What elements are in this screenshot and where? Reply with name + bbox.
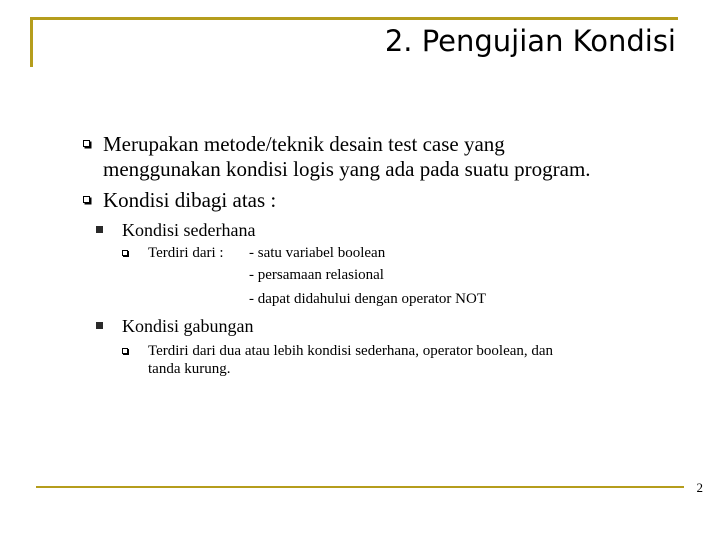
filled-square-icon [96, 322, 103, 329]
filled-square-icon [96, 226, 103, 233]
hollow-square-icon [83, 196, 90, 203]
sub1-option-1: - satu variabel boolean [249, 245, 386, 261]
slide-title: 2. Pengujian Kondisi [384, 24, 676, 58]
sub1-label: Kondisi sederhana [122, 220, 256, 240]
hollow-square-icon [83, 140, 90, 147]
title-frame-left-line [30, 17, 33, 67]
sub2-label: Kondisi gabungan [122, 316, 254, 336]
item1-line1: Merupakan metode/teknik desain test case yang [103, 132, 505, 156]
sub1-detail-prefix: Terdiri dari : [148, 245, 224, 261]
item2-label: Kondisi dibagi atas : [103, 188, 277, 212]
sub1-option-3: - dapat didahului dengan operator NOT [249, 291, 487, 307]
page-number: 2 [696, 480, 703, 495]
footer-line [36, 486, 684, 488]
item1-line2: menggunakan kondisi logis yang ada pada suatu program. [103, 157, 591, 181]
hollow-square-icon [122, 348, 128, 354]
sub1-option-2: - persamaan relasional [249, 267, 384, 283]
title-frame-top-line [30, 17, 678, 20]
hollow-square-icon [122, 250, 128, 256]
sub2-detail-line1: Terdiri dari dua atau lebih kondisi sederhana, operator boolean, dan [148, 343, 554, 359]
sub2-detail-line2: tanda kurung. [148, 361, 231, 377]
